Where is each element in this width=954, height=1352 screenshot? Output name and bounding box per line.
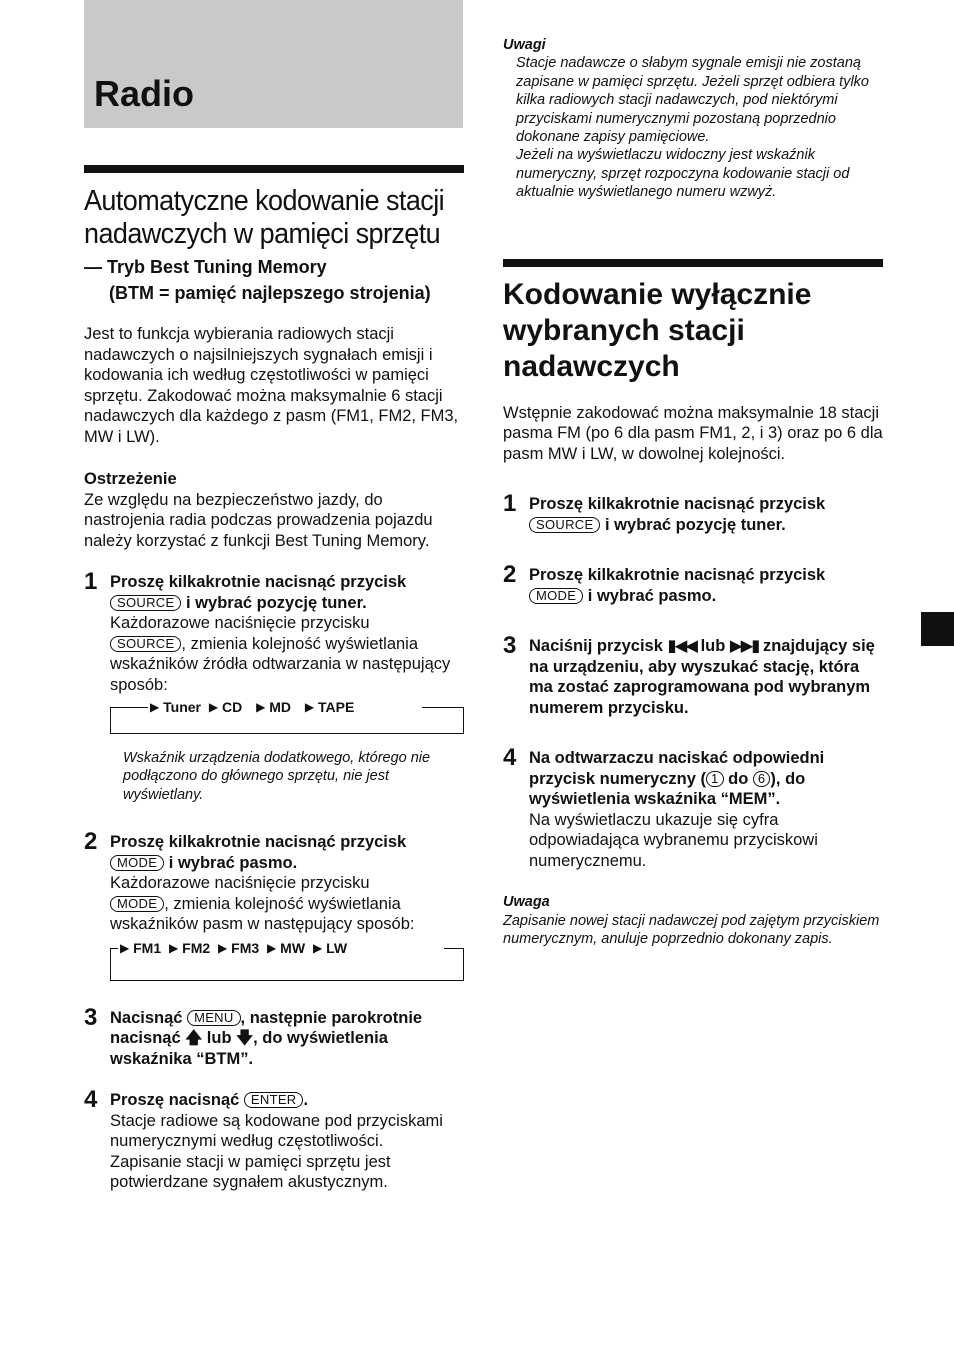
cycle-line bbox=[444, 948, 464, 949]
step-description: Stacje radiowe są kodowane pod przyciskami numerycznymi według częstotliwości. bbox=[110, 1111, 443, 1151]
arrow-right-icon: ▶ bbox=[256, 700, 266, 714]
arrow-up-icon: 🡅 bbox=[185, 1029, 203, 1048]
step-text: znajdujący się na urządzeniu, aby wyszukać stację, która ma zostać zaprogramowana pod wybranym numerem przycisku. bbox=[529, 637, 875, 717]
step-instruction bbox=[529, 748, 883, 810]
step-description: Na wyświetlaczu ukazuje się cyfra odpowiadająca wybranemu przyciskowi numerycznemu. bbox=[529, 810, 818, 870]
step-1 bbox=[503, 490, 883, 535]
arrow-right-icon: ▶ bbox=[208, 700, 219, 714]
step-text: i wybrać pozycję tuner. bbox=[186, 593, 367, 612]
step-text: Proszę kilkakrotnie nacisnąć przycisk bbox=[110, 573, 407, 591]
heading-line: Automatyczne kodowanie stacji bbox=[84, 185, 445, 217]
warning-title: Ostrzeżenie bbox=[84, 470, 177, 488]
number-6-key: 6 bbox=[753, 771, 771, 787]
arrow-right-icon: ▶ bbox=[150, 700, 160, 714]
note-item: Stacje nadawcze o słabym sygnale emisji nie zostaną zapisane w pamięci sprzętu. Jeżeli sprzęt odbiera tylko kilka radiowych stacji nadawczych, pod niektórymi przyciskami numerycznymi pozostaną poprzednio dokonane zapisy pamięciowe. bbox=[516, 55, 869, 146]
cycle-line bbox=[422, 707, 464, 708]
band-cycle-diagram bbox=[110, 940, 464, 980]
skip-forward-icon: ▶▶▮ bbox=[729, 637, 759, 656]
cycle-items bbox=[148, 699, 356, 715]
step-instruction bbox=[529, 494, 883, 535]
enter-key: ENTER bbox=[244, 1092, 304, 1108]
step-instruction bbox=[529, 636, 883, 718]
arrow-right-icon: ▶ bbox=[267, 940, 277, 955]
note-text: Zapisanie nowej stacji nadawczej pod zajętym przyciskiem numerycznym, anuluje poprzednio dokonany zapis. bbox=[503, 912, 880, 947]
step-number: 2 bbox=[84, 828, 98, 856]
mode-key: MODE bbox=[110, 855, 164, 871]
step-instruction bbox=[110, 572, 464, 613]
step-4 bbox=[84, 1086, 464, 1193]
cycle-item: FM3 bbox=[231, 939, 260, 956]
step-text: Każdorazowe naciśnięcie przycisku bbox=[110, 874, 370, 893]
cycle-item: FM2 bbox=[182, 939, 211, 956]
arrow-right-icon: ▶ bbox=[120, 940, 130, 955]
cycle-item: MD bbox=[269, 699, 292, 715]
section-rule bbox=[84, 165, 464, 173]
intro-paragraph: Wstępnie zakodować można maksymalnie 18 stacji pasma FM (po 6 dla pasm FM1, 2, i 3) oraz po 6 dla pasm MW i LW, w dowolnej kolejności. bbox=[503, 403, 883, 463]
step-instruction bbox=[110, 1090, 464, 1111]
cycle-line bbox=[110, 707, 150, 708]
number-1-key: 1 bbox=[706, 771, 724, 787]
step-2 bbox=[503, 561, 883, 606]
step-number: 1 bbox=[84, 568, 98, 595]
step-text: , zmienia kolejność wyświetlania wskaźników pasm w następujący sposób: bbox=[110, 894, 415, 934]
subheading-line: — Tryb Best Tuning Memory bbox=[84, 257, 327, 277]
cycle-item: LW bbox=[326, 939, 348, 956]
cycle-item: CD bbox=[222, 699, 243, 715]
arrow-right-icon: ▶ bbox=[304, 700, 315, 714]
step-2 bbox=[84, 828, 464, 980]
source-key: SOURCE bbox=[110, 595, 181, 611]
step-text: Proszę kilkakrotnie nacisnąć przycisk bbox=[529, 566, 826, 585]
step-text: Nacisnąć bbox=[110, 1008, 183, 1027]
heading-line: nadawczych w pamięci sprzętu bbox=[84, 218, 441, 250]
step-description: Zapisanie stacji w pamięci sprzętu jest potwierdzane sygnałem akustycznym. bbox=[110, 1152, 391, 1192]
step-text: i wybrać pasmo. bbox=[168, 853, 298, 872]
arrow-right-icon: ▶ bbox=[218, 940, 228, 955]
step-text: , następnie parokrotnie nacisnąć bbox=[110, 1008, 423, 1048]
cycle-item: MW bbox=[280, 939, 306, 956]
subheading-line: (BTM = pamięć najlepszego strojenia) bbox=[109, 283, 431, 303]
step-description bbox=[110, 613, 464, 695]
step-text: lub bbox=[700, 637, 726, 656]
note-title: Uwaga bbox=[503, 894, 550, 911]
step-text: , zmienia kolejność wyświetlania wskaźników źródła odtwarzania w następujący sposób: bbox=[110, 634, 451, 694]
step-text: i wybrać pozycję tuner. bbox=[605, 515, 786, 534]
section-subheading bbox=[84, 254, 464, 306]
step-number: 2 bbox=[503, 561, 517, 589]
heading-line: Kodowanie wyłącznie bbox=[503, 277, 812, 311]
step-instruction bbox=[110, 832, 464, 873]
step-text: do bbox=[728, 769, 749, 788]
section-heading bbox=[503, 277, 883, 385]
step-text: Proszę nacisnąć bbox=[110, 1091, 240, 1110]
step-text: ), do wyświetlenia wskaźnika “MEM”. bbox=[529, 769, 806, 809]
mode-key: MODE bbox=[529, 588, 583, 604]
step-number: 4 bbox=[84, 1086, 98, 1114]
notes-title: Uwagi bbox=[503, 37, 546, 53]
step-text: i wybrać pasmo. bbox=[587, 586, 717, 605]
step-instruction bbox=[529, 565, 883, 606]
heading-line: nadawczych bbox=[503, 349, 680, 383]
cycle-item: Tuner bbox=[163, 699, 201, 715]
arrow-down-icon: 🡇 bbox=[236, 1029, 254, 1048]
source-cycle-diagram bbox=[110, 699, 464, 735]
source-key: SOURCE bbox=[110, 636, 181, 652]
cycle-item: TAPE bbox=[318, 699, 355, 715]
section-rule bbox=[503, 259, 883, 267]
heading-line: wybranych stacji bbox=[503, 313, 745, 347]
step-text: lub bbox=[206, 1029, 232, 1048]
step-text: Naciśnij przycisk bbox=[529, 637, 663, 656]
arrow-right-icon: ▶ bbox=[312, 940, 323, 955]
step-text: Na odtwarzaczu naciskać odpowiedni przycisk numeryczny ( bbox=[529, 749, 825, 788]
menu-key: MENU bbox=[187, 1010, 240, 1026]
mode-key: MODE bbox=[110, 896, 164, 912]
skip-back-icon: ▮◀◀ bbox=[667, 637, 696, 656]
warning-text: Ze względu na bezpieczeństwo jazdy, do nastrojenia radia podczas prowadzenia pojazdu należy korzystać z funkcji Best Tuning Memory. bbox=[84, 490, 433, 550]
source-key: SOURCE bbox=[529, 517, 600, 533]
step-instruction bbox=[110, 1008, 464, 1070]
intro-paragraph: Jest to funkcja wybierania radiowych stacji nadawczych o najsilniejszych sygnałach emisji i kodowania ich według częstotliwości w pamięci sprzętu. Zakodować można maksymalnie 6 stacji nadawczych dla każdego z pasm (FM1, FM2, FM3, MW i LW). bbox=[84, 325, 459, 446]
step-3 bbox=[503, 632, 883, 718]
section-tab-marker bbox=[921, 612, 954, 646]
section-heading bbox=[84, 185, 464, 251]
step-text: Proszę kilkakrotnie nacisnąć przycisk bbox=[110, 833, 407, 852]
arrow-right-icon: ▶ bbox=[169, 940, 179, 955]
step-text: . bbox=[303, 1091, 309, 1110]
step-1 bbox=[84, 568, 464, 804]
step-3 bbox=[84, 1003, 464, 1070]
step-note: Wskaźnik urządzenia dodatkowego, którego nie podłączono do głównego sprzętu, nie jest wyświetlany. bbox=[123, 750, 431, 803]
left-column bbox=[84, 0, 464, 1193]
step-text: , do wyświetlenia wskaźnika “BTM”. bbox=[110, 1029, 388, 1068]
step-number: 1 bbox=[503, 490, 517, 518]
step-number: 3 bbox=[503, 632, 517, 660]
right-column bbox=[503, 36, 883, 948]
step-number: 3 bbox=[84, 1003, 98, 1031]
step-4 bbox=[503, 744, 883, 871]
step-description bbox=[110, 873, 464, 935]
note-item: Jeżeli na wyświetlaczu widoczny jest wskaźnik numeryczny, sprzęt rozpoczyna kodowanie stacji od aktualnie wyświetlanego numeru wzwyż. bbox=[516, 147, 850, 201]
step-text: Proszę kilkakrotnie nacisnąć przycisk bbox=[529, 495, 826, 514]
cycle-items bbox=[118, 940, 349, 956]
cycle-item: FM1 bbox=[133, 939, 162, 956]
step-number: 4 bbox=[503, 744, 517, 772]
page-title: Radio bbox=[94, 73, 195, 114]
step-text: Każdorazowe naciśnięcie przycisku bbox=[110, 614, 370, 632]
